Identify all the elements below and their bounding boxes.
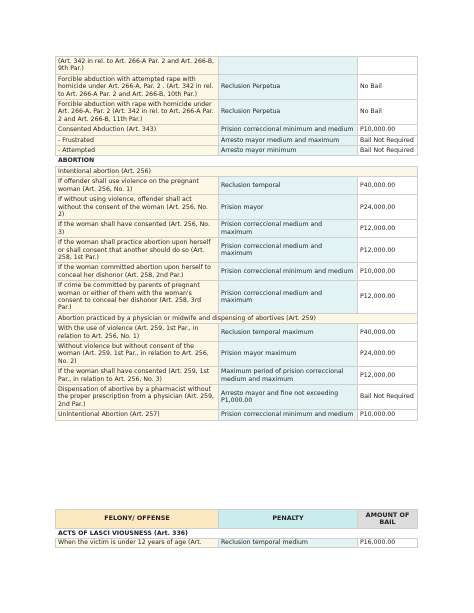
offense-cell: Without violence but without consent of the woman (Art. 259, 1st Par., in relation to Art. 256, No. 2) xyxy=(56,342,219,367)
penalty-cell: Prision correccional minimum and medium xyxy=(219,125,358,135)
penalty-cell: Reclusion temporal xyxy=(219,177,358,195)
table-row xyxy=(56,135,418,145)
bail-cell: P24,000.00 xyxy=(358,195,418,220)
offense-cell: Unintentional Abortion (Art. 257) xyxy=(56,410,219,420)
table-row xyxy=(56,342,418,367)
table-row xyxy=(56,74,418,99)
penalty-cell: Prision correccional medium and maximum xyxy=(219,238,358,263)
penalty-cell: Prision correccional minimum and medium xyxy=(219,410,358,420)
penalty-cell: Prision mayor xyxy=(219,195,358,220)
offense-cell: If the woman committed abortion upon herself to conceal her dishonor (Art. 258, 2nd Par.) xyxy=(56,263,219,281)
table-row xyxy=(56,410,418,420)
offense-cell: (Art. 342 in rel. to Art. 266-A Par. 2 and Art. 266-B, 9th Par.) xyxy=(56,57,219,75)
bail-cell: P40,000.00 xyxy=(358,324,418,342)
bail-cell: P10,000.00 xyxy=(358,125,418,135)
table-row xyxy=(56,220,418,238)
offense-cell: - Frustrated xyxy=(56,135,219,145)
table-row xyxy=(56,125,418,135)
bail-table-lasciviousness xyxy=(55,509,418,548)
table-header-row xyxy=(56,510,418,529)
table-row xyxy=(56,385,418,410)
bail-cell: No Bail xyxy=(358,100,418,125)
header-penalty: PENALTY xyxy=(219,510,358,529)
table-row xyxy=(56,367,418,385)
section-title: ABORTION xyxy=(56,156,418,166)
bail-cell: No Bail xyxy=(358,74,418,99)
penalty-cell: Prision correccional minimum and medium xyxy=(219,263,358,281)
offense-cell: If the woman shall practice abortion upon herself or shall consent that another should do so (Art. 258, 1st Par.) xyxy=(56,238,219,263)
bail-cell: Bail Not Required xyxy=(358,385,418,410)
subsection-title: Intentional abortion (Art. 256) xyxy=(56,166,418,176)
header-bail: AMOUNT OF BAIL xyxy=(358,510,418,529)
penalty-cell: Reclusion temporal medium xyxy=(219,539,358,548)
penalty-cell: Prision mayor maximum xyxy=(219,342,358,367)
penalty-cell: Reclusion temporal maximum xyxy=(219,324,358,342)
penalty-cell: Arresto mayor and fine not exceeding P1,000.00 xyxy=(219,385,358,410)
bail-cell: P12,000.00 xyxy=(358,281,418,314)
table-row xyxy=(56,100,418,125)
bail-cell: P12,000.00 xyxy=(358,220,418,238)
bail-cell: P16,000.00 xyxy=(358,539,418,548)
penalty-cell: Arresto mayor minimum xyxy=(219,146,358,156)
penalty-cell: Arresto mayor medium and maximum xyxy=(219,135,358,145)
penalty-cell: Prision correccional medium and maximum xyxy=(219,220,358,238)
bail-cell: P24,000.00 xyxy=(358,342,418,367)
offense-cell: If without using violence, offender shall act without the consent of the woman (Art. 256, No. 2) xyxy=(56,195,219,220)
offense-cell: - Attempted xyxy=(56,146,219,156)
bail-cell: P10,000.00 xyxy=(358,263,418,281)
bail-cell xyxy=(358,57,418,75)
offense-cell: If the woman shall have consented (Art. 256, No. 3) xyxy=(56,220,219,238)
table-row xyxy=(56,57,418,75)
table-row xyxy=(56,539,418,548)
bail-cell: P12,000.00 xyxy=(358,238,418,263)
table-row xyxy=(56,146,418,156)
section-row xyxy=(56,156,418,166)
bail-cell: Bail Not Required xyxy=(358,146,418,156)
bail-cell: P12,000.00 xyxy=(358,367,418,385)
offense-cell: Forcible abduction with rape with homicide under Art. 266-A, Par. 2 (Art. 342 in rel. to Art. 266-A Par. 2 and Art. 266-B, 11th Par.) xyxy=(56,100,219,125)
penalty-cell: Reclusion Perpetua xyxy=(219,74,358,99)
bail-cell: P10,000.00 xyxy=(358,410,418,420)
bail-cell: P40,000.00 xyxy=(358,177,418,195)
subsection-row xyxy=(56,166,418,176)
offense-cell: If crime be committed by parents of pregnant woman or either of them with the woman's consent to conceal her dishonor (Art. 258, 3rd Par.) xyxy=(56,281,219,314)
offense-cell: Dispensation of abortive by a pharmacist without the proper prescription from a physician (Art. 259, 2nd Par.) xyxy=(56,385,219,410)
bail-cell: Bail Not Required xyxy=(358,135,418,145)
table-row xyxy=(56,177,418,195)
table-row xyxy=(56,263,418,281)
offense-cell: If the woman shall have consented (Art. 259, 1st Par., in relation to Art. 256, No. 3) xyxy=(56,367,219,385)
section-title: ACTS OF LASCI VIOUSNESS (Art. 336) xyxy=(56,529,418,539)
table-row xyxy=(56,324,418,342)
offense-cell: If offender shall use violence on the pregnant woman (Art. 256, No. 1) xyxy=(56,177,219,195)
table-row xyxy=(56,281,418,314)
offense-cell: When the victim is under 12 years of age (Art. xyxy=(56,539,219,548)
offense-cell: Forcible abduction with attempted rape with homicide under Art. 266-A, Par. 2 . (Art. 342 in rel. to Art. 266-A Par. 2 and Art. 266-B, 10th Par.) xyxy=(56,74,219,99)
bail-table-continued xyxy=(55,56,418,421)
offense-cell: With the use of violence (Art. 259, 1st Par., in relation to Art. 256, No. 1) xyxy=(56,324,219,342)
table-row xyxy=(56,195,418,220)
offense-cell: Consented Abduction (Art. 343) xyxy=(56,125,219,135)
subsection-title: Abortion practiced by a physician or midwife and dispensing of abortives (Art. 259) xyxy=(56,313,418,323)
subsection-row xyxy=(56,313,418,323)
section-row xyxy=(56,529,418,539)
penalty-cell: Prision correccional medium and maximum xyxy=(219,281,358,314)
penalty-cell: Maximum period of prision correccional medium and maximum xyxy=(219,367,358,385)
page-bottom-margin xyxy=(0,551,474,613)
penalty-cell: Reclusion Perpetua xyxy=(219,100,358,125)
header-offense: FELONY/ OFFENSE xyxy=(56,510,219,529)
penalty-cell xyxy=(219,57,358,75)
table-row xyxy=(56,238,418,263)
